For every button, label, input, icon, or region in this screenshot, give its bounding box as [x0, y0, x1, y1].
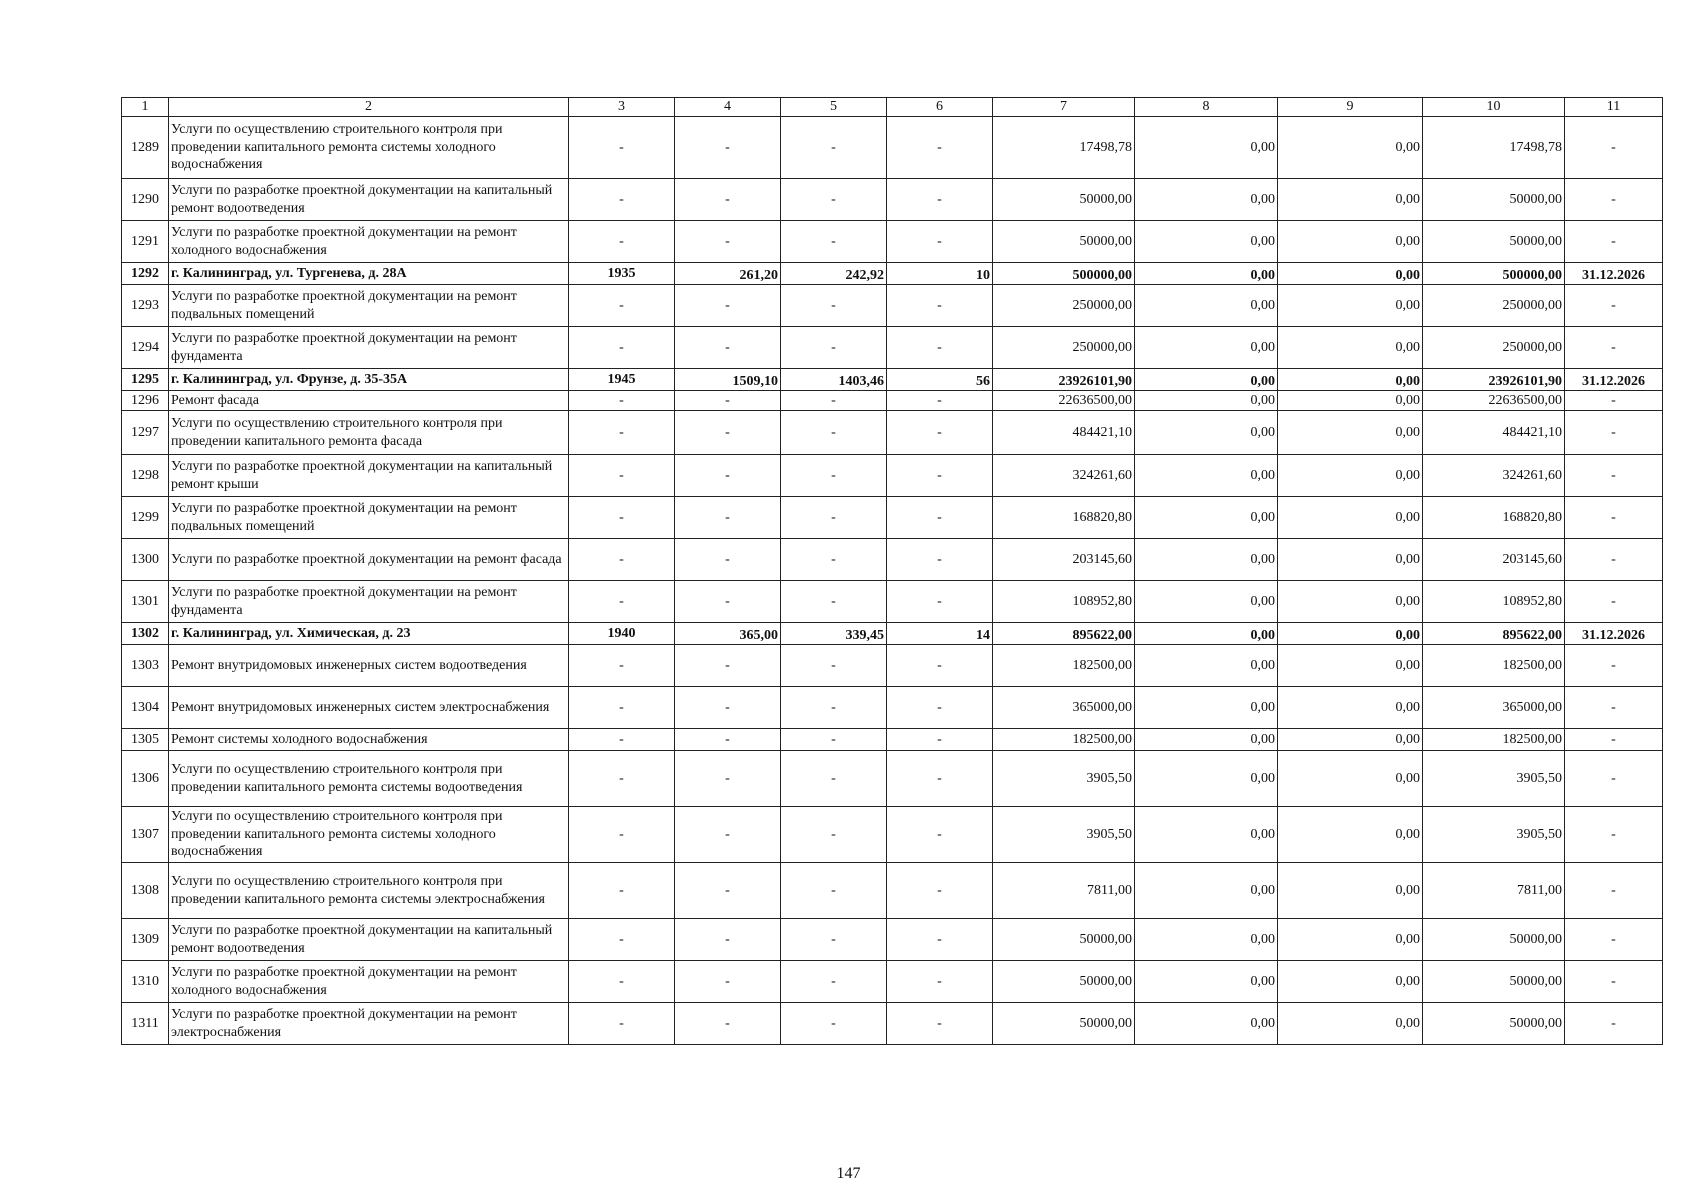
row-number: 1293	[122, 285, 169, 327]
col-5-value: -	[781, 687, 887, 729]
row-number: 1301	[122, 581, 169, 623]
table-row	[122, 263, 1663, 285]
col-3-value: -	[569, 961, 675, 1003]
col-4-value: -	[675, 581, 781, 623]
col-8-amount: 0,00	[1135, 327, 1278, 369]
table-row	[122, 117, 1663, 179]
table-row	[122, 221, 1663, 263]
col-10-amount: 250000,00	[1423, 285, 1565, 327]
col-9-amount: 0,00	[1278, 687, 1423, 729]
col-9-amount: 0,00	[1278, 1003, 1423, 1045]
table-row	[122, 455, 1663, 497]
row-number: 1305	[122, 729, 169, 751]
col-10-amount: 50000,00	[1423, 961, 1565, 1003]
header-cell: 8	[1135, 98, 1278, 117]
col-4-value: -	[675, 687, 781, 729]
row-number: 1292	[122, 263, 169, 285]
col-8-amount: 0,00	[1135, 623, 1278, 645]
work-description: Услуги по разработке проектной документации на ремонт фундамента	[169, 581, 569, 623]
col-11-date: -	[1565, 221, 1663, 263]
col-7-amount: 50000,00	[993, 919, 1135, 961]
col-10-amount: 365000,00	[1423, 687, 1565, 729]
col-9-amount: 0,00	[1278, 285, 1423, 327]
col-3-value: -	[569, 391, 675, 411]
table-row	[122, 391, 1663, 411]
col-4-value: -	[675, 1003, 781, 1045]
row-number: 1311	[122, 1003, 169, 1045]
row-number: 1306	[122, 751, 169, 807]
col-3-value: 1935	[569, 263, 675, 285]
col-3-value: -	[569, 411, 675, 455]
col-11-date: -	[1565, 497, 1663, 539]
col-7-amount: 50000,00	[993, 179, 1135, 221]
work-description: Услуги по осуществлению строительного контроля при проведении капитального ремонта системы водоотведения	[169, 751, 569, 807]
col-4-value: -	[675, 455, 781, 497]
work-description: Услуги по разработке проектной документации на капитальный ремонт водоотведения	[169, 919, 569, 961]
col-9-amount: 0,00	[1278, 919, 1423, 961]
col-4-value: -	[675, 919, 781, 961]
col-7-amount: 250000,00	[993, 285, 1135, 327]
col-6-value: -	[887, 919, 993, 961]
header-cell: 7	[993, 98, 1135, 117]
table-row	[122, 623, 1663, 645]
col-4-value: -	[675, 285, 781, 327]
col-6-value: -	[887, 961, 993, 1003]
row-number: 1302	[122, 623, 169, 645]
table-row	[122, 807, 1663, 863]
col-9-amount: 0,00	[1278, 539, 1423, 581]
col-5-value: -	[781, 729, 887, 751]
col-10-amount: 22636500,00	[1423, 391, 1565, 411]
col-3-value: -	[569, 919, 675, 961]
col-11-date: -	[1565, 751, 1663, 807]
work-description: г. Калининград, ул. Тургенева, д. 28А	[169, 263, 569, 285]
col-6-value: -	[887, 863, 993, 919]
col-10-amount: 3905,50	[1423, 807, 1565, 863]
col-6-value: -	[887, 807, 993, 863]
col-10-amount: 500000,00	[1423, 263, 1565, 285]
col-4-value: -	[675, 961, 781, 1003]
table-row	[122, 751, 1663, 807]
col-9-amount: 0,00	[1278, 863, 1423, 919]
col-5-value: -	[781, 539, 887, 581]
col-8-amount: 0,00	[1135, 179, 1278, 221]
col-7-amount: 50000,00	[993, 221, 1135, 263]
col-11-date: -	[1565, 117, 1663, 179]
col-7-amount: 895622,00	[993, 623, 1135, 645]
header-cell: 6	[887, 98, 993, 117]
col-9-amount: 0,00	[1278, 751, 1423, 807]
col-5-value: 339,45	[781, 623, 887, 645]
header-row	[122, 98, 1663, 117]
work-description: Услуги по осуществлению строительного контроля при проведении капитального ремонта системы холодного водоснабжения	[169, 117, 569, 179]
col-4-value: -	[675, 807, 781, 863]
col-8-amount: 0,00	[1135, 455, 1278, 497]
col-7-amount: 182500,00	[993, 645, 1135, 687]
col-8-amount: 0,00	[1135, 729, 1278, 751]
col-7-amount: 3905,50	[993, 751, 1135, 807]
col-3-value: -	[569, 863, 675, 919]
col-3-value: -	[569, 645, 675, 687]
work-description: Ремонт внутридомовых инженерных систем электроснабжения	[169, 687, 569, 729]
col-11-date: -	[1565, 179, 1663, 221]
col-3-value: -	[569, 117, 675, 179]
work-description: Услуги по разработке проектной документации на ремонт подвальных помещений	[169, 285, 569, 327]
table-row	[122, 729, 1663, 751]
col-11-date: 31.12.2026	[1565, 623, 1663, 645]
col-3-value: -	[569, 1003, 675, 1045]
col-11-date: -	[1565, 807, 1663, 863]
col-7-amount: 500000,00	[993, 263, 1135, 285]
work-description: Услуги по разработке проектной документации на ремонт электроснабжения	[169, 1003, 569, 1045]
col-8-amount: 0,00	[1135, 751, 1278, 807]
table-row	[122, 539, 1663, 581]
col-9-amount: 0,00	[1278, 117, 1423, 179]
col-9-amount: 0,00	[1278, 581, 1423, 623]
col-5-value: -	[781, 179, 887, 221]
col-8-amount: 0,00	[1135, 411, 1278, 455]
header-cell: 11	[1565, 98, 1663, 117]
col-7-amount: 168820,80	[993, 497, 1135, 539]
col-7-amount: 50000,00	[993, 961, 1135, 1003]
col-10-amount: 203145,60	[1423, 539, 1565, 581]
table-body	[122, 117, 1663, 1045]
row-number: 1294	[122, 327, 169, 369]
col-5-value: -	[781, 807, 887, 863]
col-7-amount: 203145,60	[993, 539, 1135, 581]
col-11-date: 31.12.2026	[1565, 369, 1663, 391]
col-11-date: -	[1565, 411, 1663, 455]
col-7-amount: 324261,60	[993, 455, 1135, 497]
col-5-value: -	[781, 863, 887, 919]
col-4-value: -	[675, 539, 781, 581]
table-row	[122, 285, 1663, 327]
work-description: Услуги по осуществлению строительного контроля при проведении капитального ремонта системы холодного водоснабжения	[169, 807, 569, 863]
col-6-value: -	[887, 221, 993, 263]
col-10-amount: 895622,00	[1423, 623, 1565, 645]
col-8-amount: 0,00	[1135, 285, 1278, 327]
col-5-value: -	[781, 411, 887, 455]
col-8-amount: 0,00	[1135, 263, 1278, 285]
col-9-amount: 0,00	[1278, 391, 1423, 411]
table-row	[122, 327, 1663, 369]
row-number: 1298	[122, 455, 169, 497]
col-10-amount: 3905,50	[1423, 751, 1565, 807]
table-row	[122, 961, 1663, 1003]
col-5-value: -	[781, 961, 887, 1003]
work-description: Услуги по осуществлению строительного контроля при проведении капитального ремонта системы электроснабжения	[169, 863, 569, 919]
col-7-amount: 108952,80	[993, 581, 1135, 623]
row-number: 1296	[122, 391, 169, 411]
col-6-value: -	[887, 751, 993, 807]
col-11-date: -	[1565, 327, 1663, 369]
col-4-value: -	[675, 729, 781, 751]
col-9-amount: 0,00	[1278, 327, 1423, 369]
col-3-value: -	[569, 455, 675, 497]
row-number: 1289	[122, 117, 169, 179]
col-6-value: -	[887, 729, 993, 751]
col-10-amount: 168820,80	[1423, 497, 1565, 539]
header-cell: 5	[781, 98, 887, 117]
table-row	[122, 369, 1663, 391]
col-4-value: -	[675, 117, 781, 179]
page-number: 147	[836, 1165, 861, 1182]
col-7-amount: 250000,00	[993, 327, 1135, 369]
col-5-value: -	[781, 117, 887, 179]
row-number: 1310	[122, 961, 169, 1003]
col-5-value: -	[781, 221, 887, 263]
col-4-value: -	[675, 411, 781, 455]
col-5-value: -	[781, 919, 887, 961]
col-3-value: -	[569, 751, 675, 807]
col-5-value: -	[781, 285, 887, 327]
header-cell: 10	[1423, 98, 1565, 117]
col-11-date: -	[1565, 581, 1663, 623]
col-11-date: -	[1565, 863, 1663, 919]
col-5-value: 242,92	[781, 263, 887, 285]
col-9-amount: 0,00	[1278, 369, 1423, 391]
col-4-value: -	[675, 645, 781, 687]
col-5-value: -	[781, 391, 887, 411]
col-9-amount: 0,00	[1278, 455, 1423, 497]
col-5-value: -	[781, 751, 887, 807]
col-7-amount: 365000,00	[993, 687, 1135, 729]
col-10-amount: 108952,80	[1423, 581, 1565, 623]
work-description: Ремонт внутридомовых инженерных систем водоотведения	[169, 645, 569, 687]
col-3-value: 1945	[569, 369, 675, 391]
col-10-amount: 250000,00	[1423, 327, 1565, 369]
col-8-amount: 0,00	[1135, 369, 1278, 391]
col-6-value: -	[887, 497, 993, 539]
col-6-value: -	[887, 581, 993, 623]
table-row	[122, 919, 1663, 961]
col-3-value: 1940	[569, 623, 675, 645]
work-description: Услуги по разработке проектной документации на ремонт фундамента	[169, 327, 569, 369]
row-number: 1291	[122, 221, 169, 263]
col-6-value: 56	[887, 369, 993, 391]
col-3-value: -	[569, 285, 675, 327]
col-3-value: -	[569, 729, 675, 751]
row-number: 1303	[122, 645, 169, 687]
col-6-value: -	[887, 687, 993, 729]
row-number: 1307	[122, 807, 169, 863]
col-6-value: 14	[887, 623, 993, 645]
col-9-amount: 0,00	[1278, 961, 1423, 1003]
col-11-date: -	[1565, 539, 1663, 581]
table-row	[122, 179, 1663, 221]
col-11-date: -	[1565, 687, 1663, 729]
col-6-value: -	[887, 645, 993, 687]
program-table	[121, 97, 1663, 1045]
header-cell: 4	[675, 98, 781, 117]
col-9-amount: 0,00	[1278, 645, 1423, 687]
work-description: г. Калининград, ул. Фрунзе, д. 35-35А	[169, 369, 569, 391]
col-11-date: -	[1565, 455, 1663, 497]
col-10-amount: 50000,00	[1423, 919, 1565, 961]
col-3-value: -	[569, 581, 675, 623]
col-7-amount: 7811,00	[993, 863, 1135, 919]
row-number: 1308	[122, 863, 169, 919]
table-row	[122, 1003, 1663, 1045]
col-11-date: 31.12.2026	[1565, 263, 1663, 285]
col-9-amount: 0,00	[1278, 807, 1423, 863]
col-11-date: -	[1565, 645, 1663, 687]
col-4-value: 365,00	[675, 623, 781, 645]
work-description: Услуги по осуществлению строительного контроля при проведении капитального ремонта фасада	[169, 411, 569, 455]
col-10-amount: 182500,00	[1423, 645, 1565, 687]
col-9-amount: 0,00	[1278, 623, 1423, 645]
col-11-date: -	[1565, 391, 1663, 411]
col-8-amount: 0,00	[1135, 221, 1278, 263]
work-description: г. Калининград, ул. Химическая, д. 23	[169, 623, 569, 645]
row-number: 1297	[122, 411, 169, 455]
header-cell: 2	[169, 98, 569, 117]
col-9-amount: 0,00	[1278, 411, 1423, 455]
col-8-amount: 0,00	[1135, 497, 1278, 539]
col-5-value: -	[781, 455, 887, 497]
header-cell: 1	[122, 98, 169, 117]
col-9-amount: 0,00	[1278, 263, 1423, 285]
table-row	[122, 411, 1663, 455]
col-11-date: -	[1565, 729, 1663, 751]
work-description: Ремонт системы холодного водоснабжения	[169, 729, 569, 751]
col-9-amount: 0,00	[1278, 179, 1423, 221]
col-6-value: -	[887, 179, 993, 221]
col-4-value: -	[675, 391, 781, 411]
col-3-value: -	[569, 221, 675, 263]
col-5-value: -	[781, 1003, 887, 1045]
col-4-value: -	[675, 751, 781, 807]
col-3-value: -	[569, 497, 675, 539]
col-3-value: -	[569, 179, 675, 221]
col-10-amount: 484421,10	[1423, 411, 1565, 455]
work-description: Услуги по разработке проектной документации на капитальный ремонт крыши	[169, 455, 569, 497]
col-10-amount: 23926101,90	[1423, 369, 1565, 391]
col-4-value: -	[675, 497, 781, 539]
col-6-value: -	[887, 391, 993, 411]
col-3-value: -	[569, 807, 675, 863]
col-5-value: -	[781, 645, 887, 687]
col-10-amount: 7811,00	[1423, 863, 1565, 919]
col-3-value: -	[569, 327, 675, 369]
col-5-value: -	[781, 497, 887, 539]
col-7-amount: 3905,50	[993, 807, 1135, 863]
col-6-value: -	[887, 411, 993, 455]
col-7-amount: 23926101,90	[993, 369, 1135, 391]
col-8-amount: 0,00	[1135, 919, 1278, 961]
col-8-amount: 0,00	[1135, 1003, 1278, 1045]
col-11-date: -	[1565, 961, 1663, 1003]
work-description: Услуги по разработке проектной документации на капитальный ремонт водоотведения	[169, 179, 569, 221]
col-7-amount: 22636500,00	[993, 391, 1135, 411]
col-9-amount: 0,00	[1278, 221, 1423, 263]
col-11-date: -	[1565, 285, 1663, 327]
row-number: 1300	[122, 539, 169, 581]
col-4-value: -	[675, 863, 781, 919]
row-number: 1299	[122, 497, 169, 539]
col-3-value: -	[569, 539, 675, 581]
col-6-value: -	[887, 455, 993, 497]
col-4-value: -	[675, 327, 781, 369]
col-10-amount: 182500,00	[1423, 729, 1565, 751]
col-10-amount: 50000,00	[1423, 221, 1565, 263]
row-number: 1295	[122, 369, 169, 391]
col-6-value: -	[887, 285, 993, 327]
col-4-value: 1509,10	[675, 369, 781, 391]
col-8-amount: 0,00	[1135, 863, 1278, 919]
table-row	[122, 863, 1663, 919]
col-5-value: -	[781, 581, 887, 623]
table-row	[122, 497, 1663, 539]
work-description: Услуги по разработке проектной документации на ремонт холодного водоснабжения	[169, 961, 569, 1003]
table-row	[122, 581, 1663, 623]
table-row	[122, 645, 1663, 687]
col-7-amount: 50000,00	[993, 1003, 1135, 1045]
col-4-value: -	[675, 221, 781, 263]
work-description: Услуги по разработке проектной документации на ремонт холодного водоснабжения	[169, 221, 569, 263]
col-8-amount: 0,00	[1135, 581, 1278, 623]
col-8-amount: 0,00	[1135, 391, 1278, 411]
col-4-value: 261,20	[675, 263, 781, 285]
row-number: 1309	[122, 919, 169, 961]
col-8-amount: 0,00	[1135, 539, 1278, 581]
col-4-value: -	[675, 179, 781, 221]
header-cell: 9	[1278, 98, 1423, 117]
col-11-date: -	[1565, 1003, 1663, 1045]
col-3-value: -	[569, 687, 675, 729]
col-9-amount: 0,00	[1278, 497, 1423, 539]
col-10-amount: 50000,00	[1423, 1003, 1565, 1045]
col-6-value: -	[887, 539, 993, 581]
col-9-amount: 0,00	[1278, 729, 1423, 751]
work-description: Услуги по разработке проектной документации на ремонт фасада	[169, 539, 569, 581]
col-8-amount: 0,00	[1135, 687, 1278, 729]
col-6-value: -	[887, 117, 993, 179]
col-8-amount: 0,00	[1135, 961, 1278, 1003]
row-number: 1290	[122, 179, 169, 221]
col-10-amount: 17498,78	[1423, 117, 1565, 179]
col-8-amount: 0,00	[1135, 807, 1278, 863]
col-7-amount: 182500,00	[993, 729, 1135, 751]
col-11-date: -	[1565, 919, 1663, 961]
col-5-value: 1403,46	[781, 369, 887, 391]
col-10-amount: 50000,00	[1423, 179, 1565, 221]
row-number: 1304	[122, 687, 169, 729]
col-6-value: -	[887, 327, 993, 369]
col-6-value: 10	[887, 263, 993, 285]
col-8-amount: 0,00	[1135, 645, 1278, 687]
work-description: Ремонт фасада	[169, 391, 569, 411]
col-7-amount: 17498,78	[993, 117, 1135, 179]
col-8-amount: 0,00	[1135, 117, 1278, 179]
col-7-amount: 484421,10	[993, 411, 1135, 455]
col-5-value: -	[781, 327, 887, 369]
work-description: Услуги по разработке проектной документации на ремонт подвальных помещений	[169, 497, 569, 539]
header-cell: 3	[569, 98, 675, 117]
table-row	[122, 687, 1663, 729]
col-6-value: -	[887, 1003, 993, 1045]
col-10-amount: 324261,60	[1423, 455, 1565, 497]
